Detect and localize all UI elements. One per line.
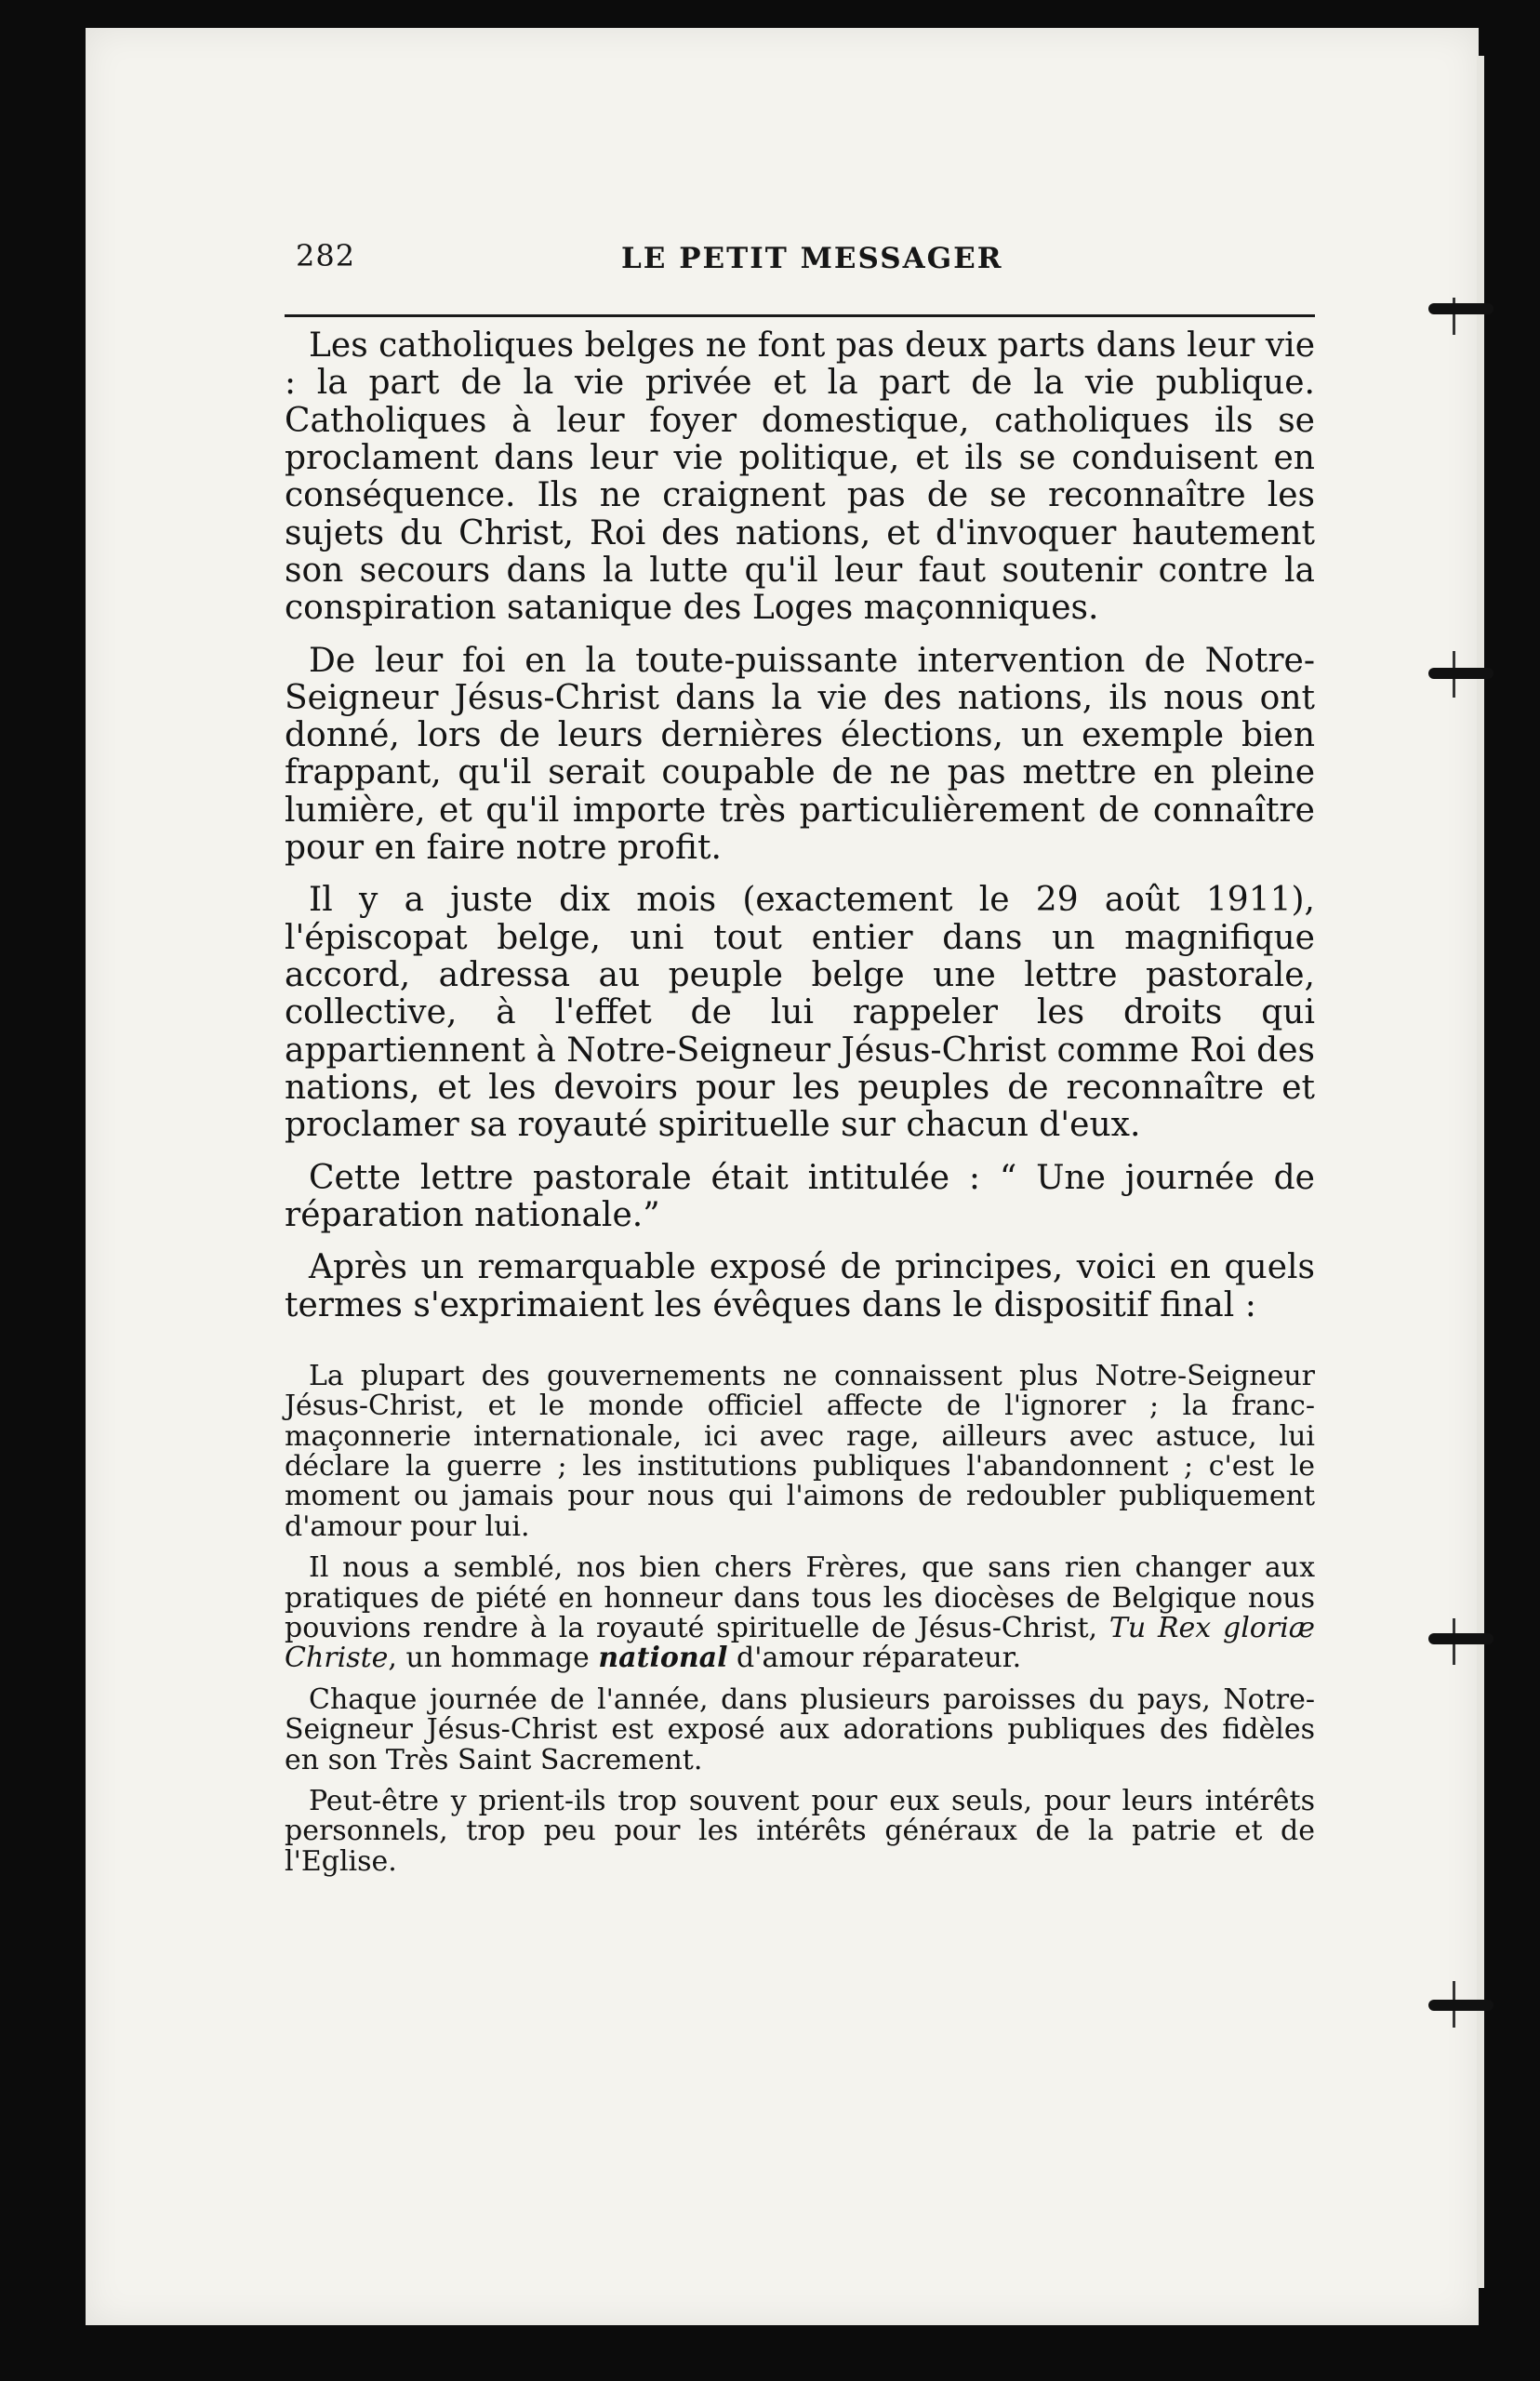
binding-stitch [1428, 668, 1494, 679]
header-rule [285, 314, 1315, 317]
binding-stitch [1428, 303, 1494, 314]
quote-paragraph: La plupart des gouvernements ne connaissent plus Notre-Seigneur Jésus-Christ, et le monde officiel affecte de l'ignorer ; la franc-maçonnerie internationale, ici avec rage, ailleurs avec astuce, lui déclare la guerre ; les institutions publiques l'abandonnent ; c'est le moment ou jamais pour nous qui l'aimons de redoubler publiquement d'amour pour lui. [285, 1359, 1315, 1543]
quote-paragraph [285, 1553, 1315, 1674]
quote-text: d'amour réparateur. [727, 1642, 1022, 1675]
quote-paragraph: Peut-être y prient-ils trop souvent pour eux seuls, pour leurs intérêts personnels, trop peu pour les intérêts généraux de la patrie et de l'Eglise. [285, 1784, 1315, 1878]
quote-text: Il nous a semblé, nos bien chers Frères, que sans rien changer aux pratiques de piété en honneur dans tous les diocèses de Belgique nous pouvions rendre à la royauté spirituelle de Jésus-Christ, [285, 1551, 1315, 1644]
article-body [285, 327, 1315, 1888]
quote-text: , un hommage [388, 1642, 599, 1675]
paragraph: Les catholiques belges ne font pas deux parts dans leur vie : la part de la vie privée et la part de la vie publique. Catholiques à leur foyer domestique, catholiques ils se proclament dans leur vie politique, et ils se conduisent en conséquence. Ils ne craignent pas de se reconnaître les sujets du Christ, Roi des nations, et d'invoquer hautement son secours dans la lutte qu'il leur faut soutenir contre la conspiration satanique des Loges maçonniques. [285, 326, 1315, 628]
paragraph: Après un remarquable exposé de principes, voici en quels termes s'exprimaient les évêques dans le dispositif final : [285, 1248, 1315, 1324]
latin-phrase: Tu Rex gloriæ Christe [285, 1611, 1315, 1675]
binding-stitch [1428, 2000, 1494, 2011]
emphasized-word: national [598, 1642, 728, 1675]
paragraph: De leur foi en la toute-puissante intervention de Notre-Seigneur Jésus-Christ dans la vie des nations, ils nous ont donné, lors de leurs dernières élections, un exemple bien frappant, qu'il serait coupable de ne pas mettre en pleine lumière, et qu'il importe très particulièrement de connaître pour en faire notre profit. [285, 641, 1315, 868]
quote-paragraph: Chaque journée de l'année, dans plusieurs paroisses du pays, Notre-Seigneur Jésus-Christ est exposé aux adorations publiques des fidèles en son Très Saint Sacrement. [285, 1683, 1315, 1776]
paragraph: Cette lettre pastorale était intitulée : “ Une journée de réparation nationale.” [285, 1158, 1315, 1234]
page-number: 282 [296, 238, 356, 273]
running-title: LE PETIT MESSAGER [621, 242, 1003, 275]
page-header [296, 234, 1319, 283]
binding-edge [1477, 56, 1484, 2288]
paragraph: Il y a juste dix mois (exactement le 29 août 1911), l'épiscopat belge, uni tout entier dans un magnifique accord, adressa au peuple belge une lettre pastorale, collective, à l'effet de lui rappeler les droits qui appartiennent à Notre-Seigneur Jésus-Christ comme Roi des nations, et les devoirs pour les peuples de reconnaître et proclamer sa royauté spirituelle sur chacun d'eux. [285, 881, 1315, 1145]
binding-stitch [1428, 1633, 1494, 1644]
quoted-pastoral-letter [285, 1359, 1315, 1878]
